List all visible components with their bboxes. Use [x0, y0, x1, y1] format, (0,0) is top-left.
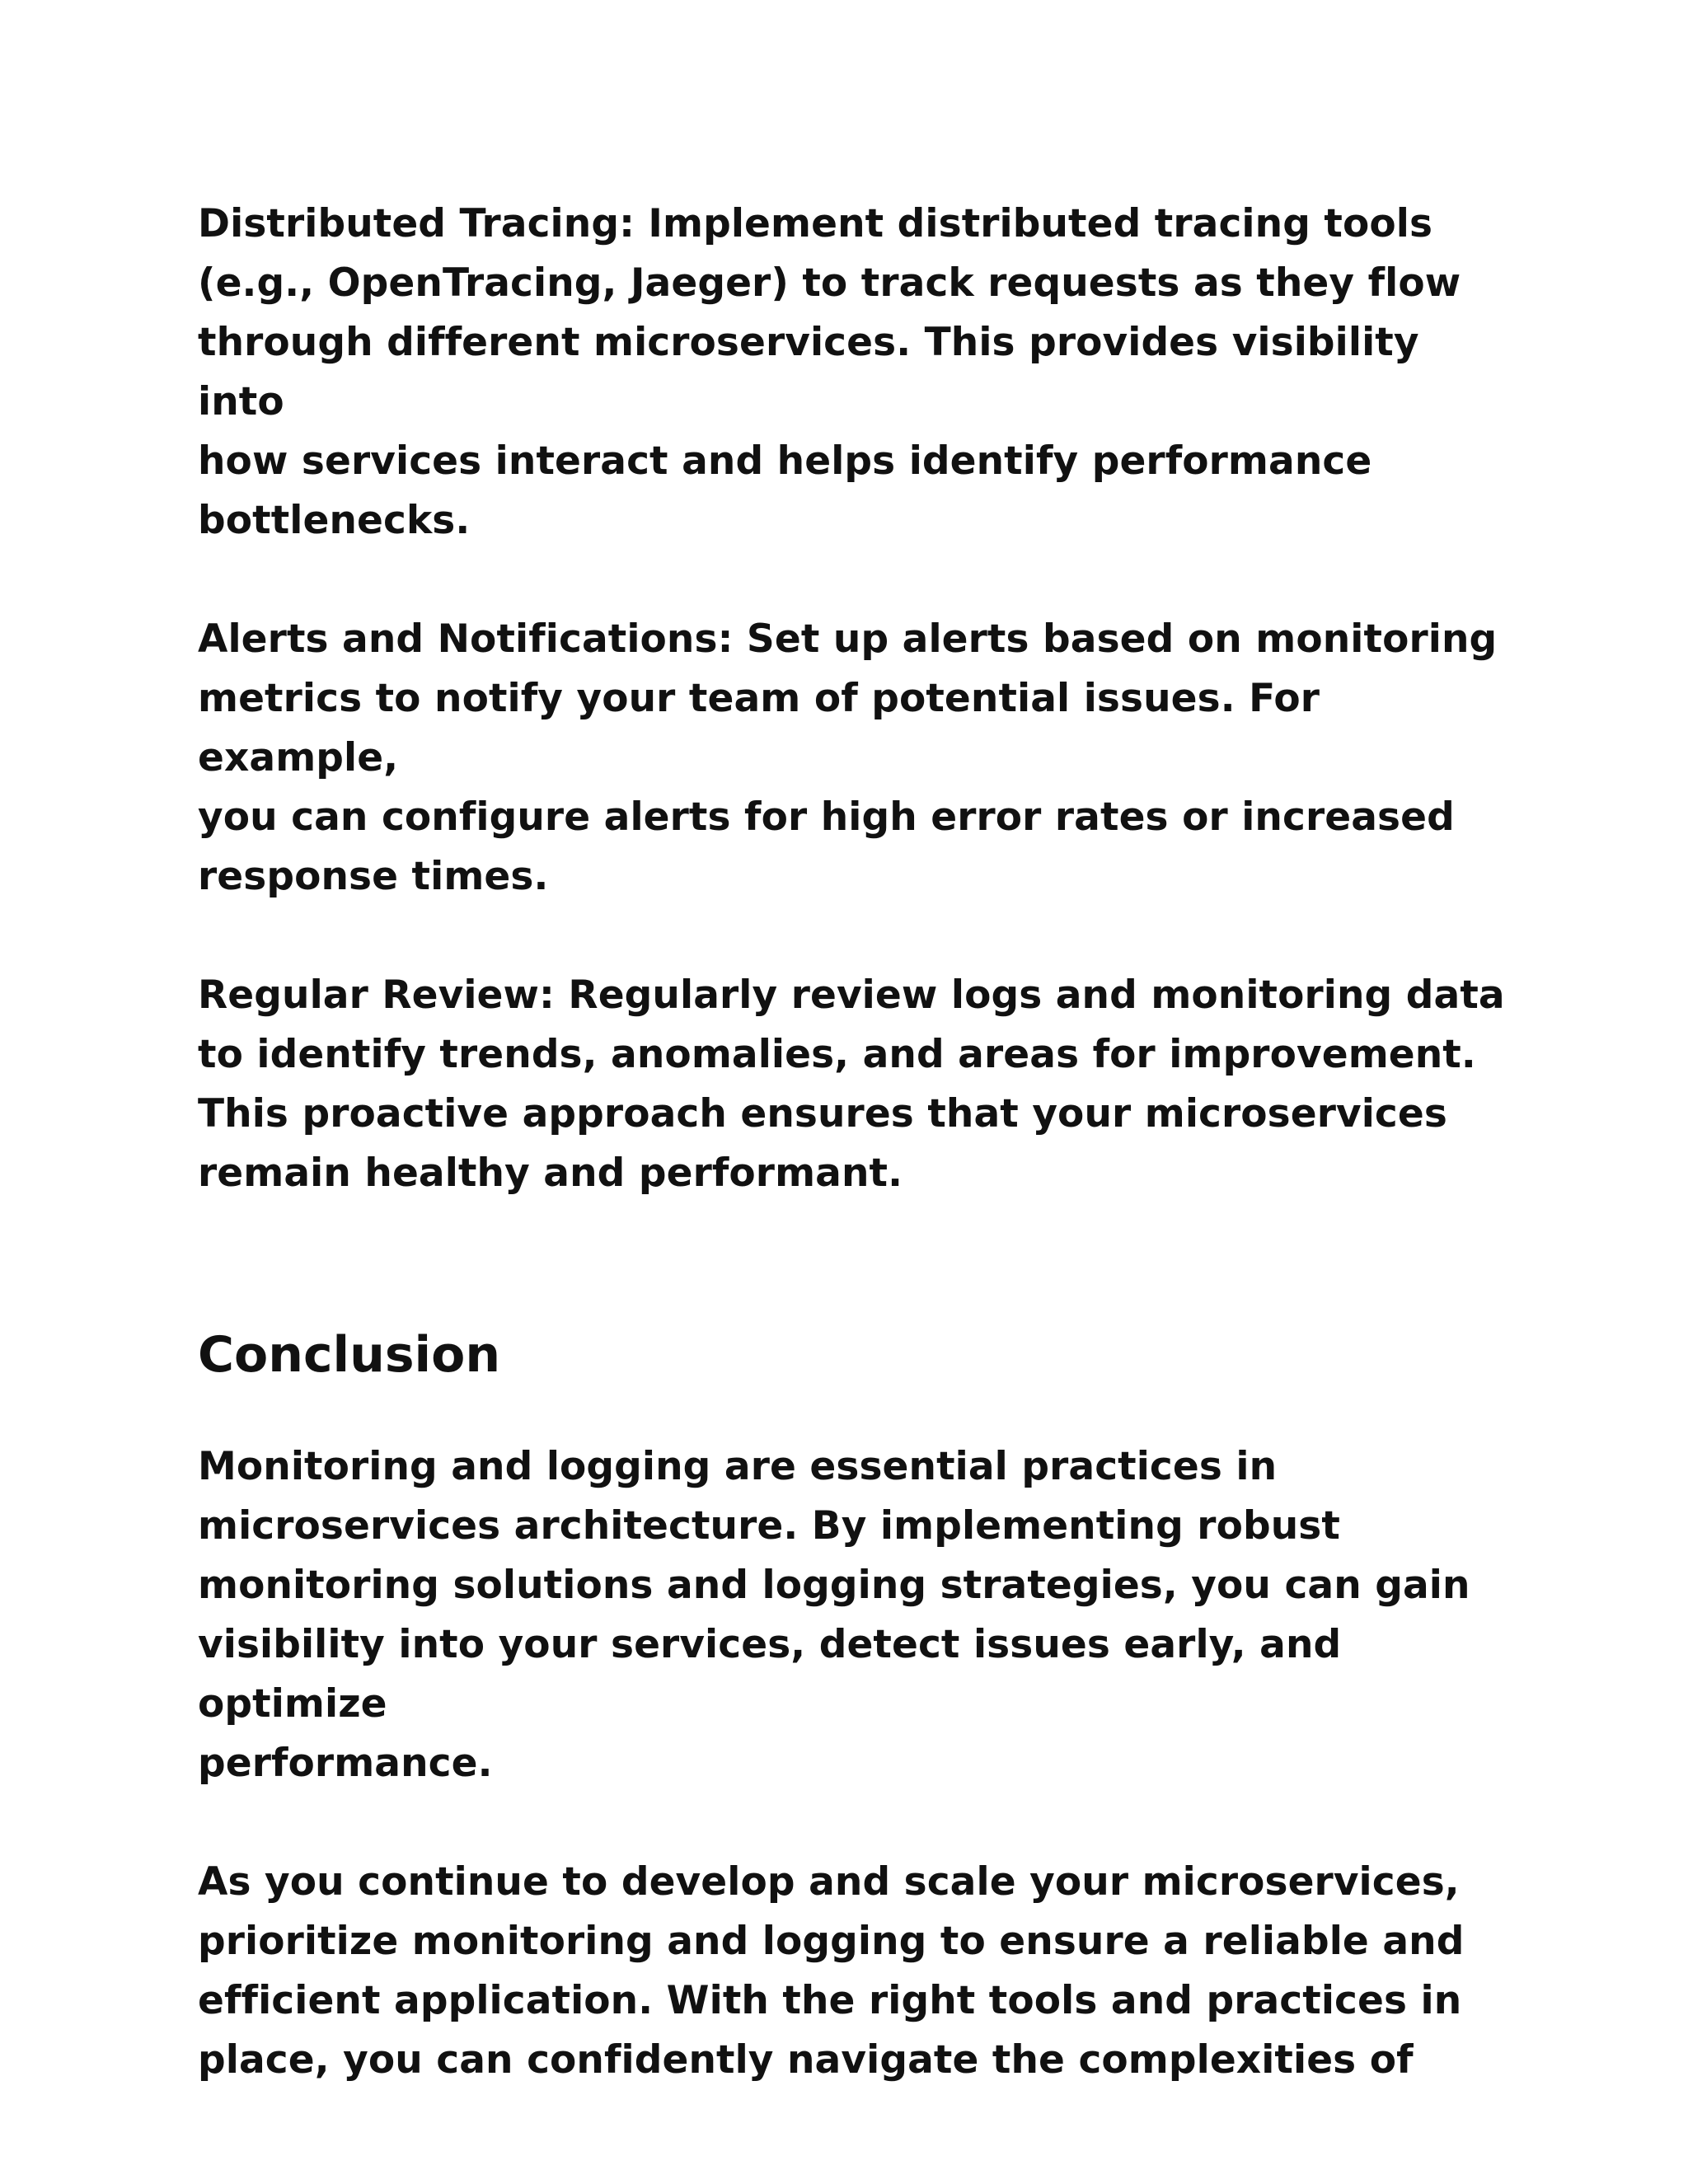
paragraph-conclusion-1: Monitoring and logging are essential practices in microservices architecture. By implementing robust monitoring solutions and logging strategies, you can gain visibility into your services, detect issues early, and optimize performance. — [198, 1444, 1470, 1786]
document-content — [198, 194, 1508, 2149]
paragraph-distributed-tracing: Distributed Tracing: Implement distributed tracing tools (e.g., OpenTracing, Jaeger) to track requests as they flow through different microservices. This provides visibility into how services interact and helps identify performance bottlenecks. — [198, 201, 1461, 543]
section-heading-conclusion: Conclusion — [198, 1326, 501, 1384]
paragraph-alerts-notifications: Alerts and Notifications: Set up alerts based on monitoring metrics to notify your team of potential issues. For example, you can configure alerts for high error rates or increased response times. — [198, 616, 1498, 899]
paragraph-conclusion-2: As you continue to develop and scale your microservices, prioritize monitoring and logging to ensure a reliable and efficient application. With the right tools and practices in place, you can confidently navigate the complexities of — [198, 1859, 1465, 2083]
paragraph-regular-review: Regular Review: Regularly review logs and monitoring data to identify trends, anomalies, and areas for improvement. This proactive approach ensures that your microservices remain healthy and performant. — [198, 972, 1505, 1196]
